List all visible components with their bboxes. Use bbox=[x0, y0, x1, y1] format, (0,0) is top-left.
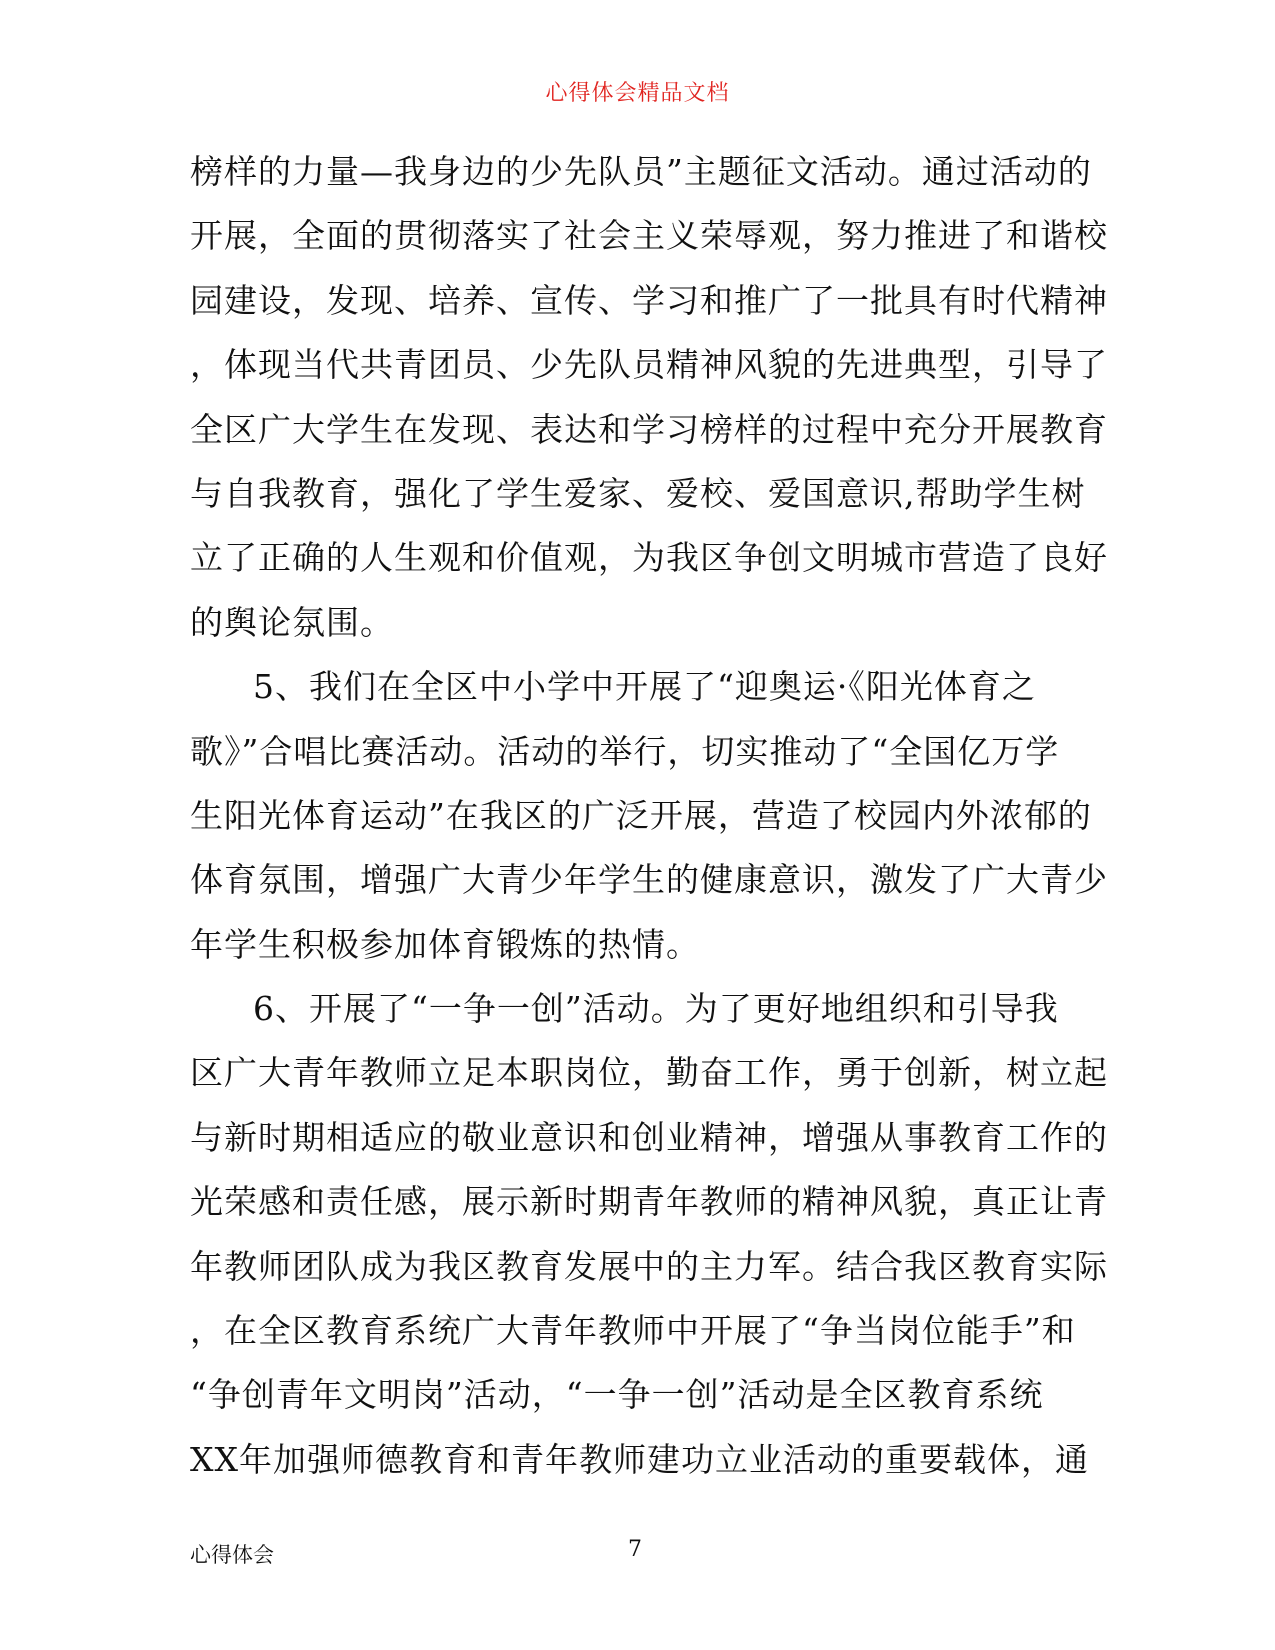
text-line: 年学生积极参加体育锻炼的热情。 bbox=[190, 924, 700, 964]
text-line: 的舆论氛围。 bbox=[190, 602, 394, 642]
text-line: 与自我教育，强化了学生爱家、爱校、爱国意识,帮助学生树 bbox=[190, 473, 1086, 513]
text-line: 区广大青年教师立足本职岗位，勤奋工作，勇于创新，树立起 bbox=[190, 1053, 1108, 1093]
document-body bbox=[190, 140, 1108, 1492]
page-number: 7 bbox=[628, 1537, 642, 1562]
text-line: 歌》”合唱比赛活动。活动的举行，切实推动了“全国亿万学 bbox=[190, 731, 1060, 771]
text-line: 开展，全面的贯彻落实了社会主义荣辱观，努力推进了和谐校 bbox=[190, 216, 1108, 256]
text-line: 立了正确的人生观和价值观，为我区争创文明城市营造了良好 bbox=[190, 538, 1108, 578]
text-line: 全区广大学生在发现、表达和学习榜样的过程中充分开展教育 bbox=[190, 409, 1108, 449]
page-header-title: 心得体会精品文档 bbox=[545, 81, 730, 106]
text-line: 体育氛围，增强广大青少年学生的健康意识，激发了广大青少 bbox=[190, 860, 1108, 900]
text-line: XX年加强师德教育和青年教师建功立业活动的重要载体，通 bbox=[190, 1439, 1089, 1479]
text-line: 榜样的力量—我身边的少先队员”主题征文活动。通过活动的 bbox=[190, 152, 1092, 191]
text-line: 光荣感和责任感，展示新时期青年教师的精神风貌，真正让青 bbox=[190, 1182, 1108, 1222]
text-line: 园建设，发现、培养、宣传、学习和推广了一批具有时代精神 bbox=[190, 280, 1108, 320]
text-line: 与新时期相适应的敬业意识和创业精神，增强从事教育工作的 bbox=[190, 1117, 1108, 1157]
text-line: 年教师团队成为我区教育发展中的主力军。结合我区教育实际 bbox=[190, 1246, 1108, 1286]
text-line: ，在全区教育系统广大青年教师中开展了“争当岗位能手”和 bbox=[190, 1311, 1076, 1351]
text-line-paragraph-start: 6、开展了“一争一创”活动。为了更好地组织和引导我 bbox=[253, 989, 1059, 1029]
text-line: ，体现当代共青团员、少先队员精神风貌的先进典型，引导了 bbox=[190, 345, 1108, 385]
text-line: “争创青年文明岗”活动，“一争一创”活动是全区教育系统 bbox=[190, 1375, 1044, 1415]
text-line: 生阳光体育运动”在我区的广泛开展，营造了校园内外浓郁的 bbox=[190, 795, 1092, 835]
text-line-paragraph-start: 5、我们在全区中小学中开展了“迎奥运·《阳光体育之 bbox=[253, 667, 1036, 707]
footer-label: 心得体会 bbox=[190, 1543, 274, 1567]
